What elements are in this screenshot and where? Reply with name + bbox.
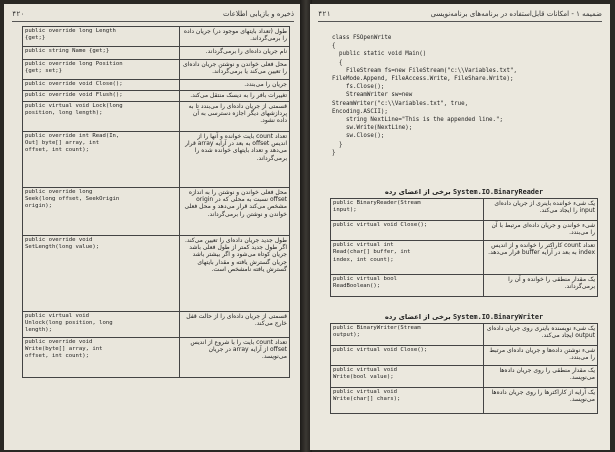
table-row xyxy=(23,236,290,312)
member-signature: public virtual void Write(bool value); xyxy=(331,366,484,388)
member-signature: public override void SetLength(long value); xyxy=(23,236,180,312)
member-description: شیء نوشتن داده‌ها و جریان داده‌ای مرتبط را می‌بندد. xyxy=(484,346,598,366)
binaryreader-title-fa: برخی از اعضای رده xyxy=(384,188,451,196)
table-row xyxy=(331,366,598,388)
member-description: یک شیء نویسنده باینری روی جریان داده‌ای output ایجاد می‌کند. xyxy=(484,324,598,346)
binaryreader-section-title xyxy=(330,188,598,196)
left-page-header xyxy=(12,8,294,20)
member-description: یک مقدار منطقی را خوانده و آن را برمی‌گرداند. xyxy=(484,275,598,297)
member-signature: public virtual void Close(); xyxy=(331,346,484,366)
member-description: یک شیء خواننده باینری از جریان داده‌ای input را ایجاد می‌کند. xyxy=(484,199,598,221)
member-signature: public virtual int Read(char[] buffer, int index, int count); xyxy=(331,241,484,275)
binarywriter-title-en: System.IO.BinaryWriter xyxy=(453,313,544,321)
member-description: نام جریان داده‌ای را برمی‌گرداند. xyxy=(180,47,290,60)
binarywriter-members-table xyxy=(330,323,598,414)
table-row xyxy=(331,241,598,275)
table-row xyxy=(23,312,290,338)
table-row xyxy=(331,388,598,414)
right-page-header xyxy=(318,8,602,20)
member-description: محل فعلی خواندن و نوشتن را به اندازه offset نسبت به محلی که در origin مشخص می‌کند قرار می‌دهد و محل فعلی خواندن و نوشتن را برمی‌گرداند. xyxy=(180,188,290,236)
member-signature: public BinaryWriter(Stream output); xyxy=(331,324,484,346)
table-row xyxy=(331,324,598,346)
right-header-rule xyxy=(318,21,602,22)
table-row xyxy=(23,188,290,236)
left-header-rule xyxy=(12,21,294,22)
member-signature: public BinaryReader(Stream input); xyxy=(331,199,484,221)
member-description: قسمتی از جریان داده‌ای را می‌بندد تا به پردازشهای دیگر اجازه دسترسی به آن داده نشود. xyxy=(180,102,290,132)
member-description: طول (تعداد بایتهای موجود در) جریان داده را برمی‌گرداند. xyxy=(180,27,290,47)
member-signature: public virtual bool ReadBoolean(); xyxy=(331,275,484,297)
member-signature: public virtual void Unlock(long position, long length); xyxy=(23,312,180,338)
table-row xyxy=(23,132,290,188)
member-description: جریان را می‌بندد. xyxy=(180,80,290,91)
member-description: تغییرات بافر را به دیسک منتقل می‌کند. xyxy=(180,91,290,102)
table-row xyxy=(23,102,290,132)
right-page-title: ضمیمه ۱ - امکانات قابل‌استفاده در برنامه‌های برنامه‌نویسی xyxy=(430,10,602,18)
table-row xyxy=(23,80,290,91)
member-signature: public override int Read(In, Out] byte[] array, int offset, int count); xyxy=(23,132,180,188)
table-row xyxy=(331,221,598,241)
table-row xyxy=(23,338,290,378)
member-description: قسمتی از جریان داده‌ای را از حالت قفل خارج می‌کند. xyxy=(180,312,290,338)
right-page-number: ۴۲۱ xyxy=(318,10,331,18)
filestream-members-table xyxy=(22,26,290,378)
member-signature: public override long Length {get;} xyxy=(23,27,180,47)
binarywriter-section-title xyxy=(330,313,598,321)
right-page xyxy=(310,4,610,450)
left-page-number: ۴۲۰ xyxy=(12,10,25,18)
table-row xyxy=(23,91,290,102)
member-signature: public override long Position {get; set;} xyxy=(23,60,180,80)
member-signature: public virtual void Close(); xyxy=(331,221,484,241)
member-signature: public virtual void Write(char[] chars); xyxy=(331,388,484,414)
member-description: یک مقدار منطقی را روی جریان داده‌ها می‌نویسد. xyxy=(484,366,598,388)
binaryreader-title-en: System.IO.BinaryReader xyxy=(453,188,544,196)
binarywriter-title-fa: برخی از اعضای رده xyxy=(384,313,451,321)
member-description: شیء خواندن و جریان داده‌ای مرتبط با آن را می‌بندد. xyxy=(484,221,598,241)
fsopenwrite-code-listing: class FSOpenWrite { public static void Main() { FileStream fs=new FileStream("c:\\Variables.txt", FileMode.Append, FileAccess.Write, FileShare.Write); fs.Close(); StreamWriter sw=new StreamWriter("c:\\Variables.txt", true, Encoding.ASCII); string NextLine="This is the appended line."; sw.Write(NextLine); sw.Close(); } } xyxy=(332,35,517,156)
member-signature: public virtual void Lock(long position, long length); xyxy=(23,102,180,132)
member-signature: public override void Flush(); xyxy=(23,91,180,102)
left-page xyxy=(4,4,302,450)
member-description: محل فعلی خواندن و نوشتن جریان داده‌ای را تعیین می‌کند یا برمی‌گرداند. xyxy=(180,60,290,80)
table-row xyxy=(331,275,598,297)
member-description: تعداد count بایت را با شروع از اندیس offset از آرایه array در جریان می‌نویسد. xyxy=(180,338,290,378)
member-signature: public string Name {get;} xyxy=(23,47,180,60)
member-description: تعداد count بایت خوانده و آنها را از اندیس offset به بعد در آرایه array قرار می‌دهد و تعداد بایتهای خوانده شده را برمی‌گرداند. xyxy=(180,132,290,188)
table-row xyxy=(23,47,290,60)
binaryreader-members-table xyxy=(330,198,598,297)
member-description: یک آرایه از کاراکترها را روی جریان داده‌ها می‌نویسد. xyxy=(484,388,598,414)
member-description: تعداد count کاراکتر را خوانده و از اندیس index به بعد در آرایه buffer قرار می‌دهد. xyxy=(484,241,598,275)
member-signature: public override void Close(); xyxy=(23,80,180,91)
table-row xyxy=(331,199,598,221)
table-row xyxy=(23,27,290,47)
table-row xyxy=(331,346,598,366)
member-signature: public override void Write(byte[] array, int offset, int count); xyxy=(23,338,180,378)
member-description: طول جدید جریان داده‌ای را تعیین می‌کند. اگر طول جدید کمتر از طول فعلی باشد جریان کوتاه می‌شود و اگر بیشتر باشد جریان گسترش یافته و مقدار بایتهای گسترش یافته نامشخص است. xyxy=(180,236,290,312)
member-signature: public override long Seek(long offset, SeekOrigin origin); xyxy=(23,188,180,236)
table-row xyxy=(23,60,290,80)
left-page-title: ذخیره و بازیابی اطلاعات xyxy=(222,10,294,18)
